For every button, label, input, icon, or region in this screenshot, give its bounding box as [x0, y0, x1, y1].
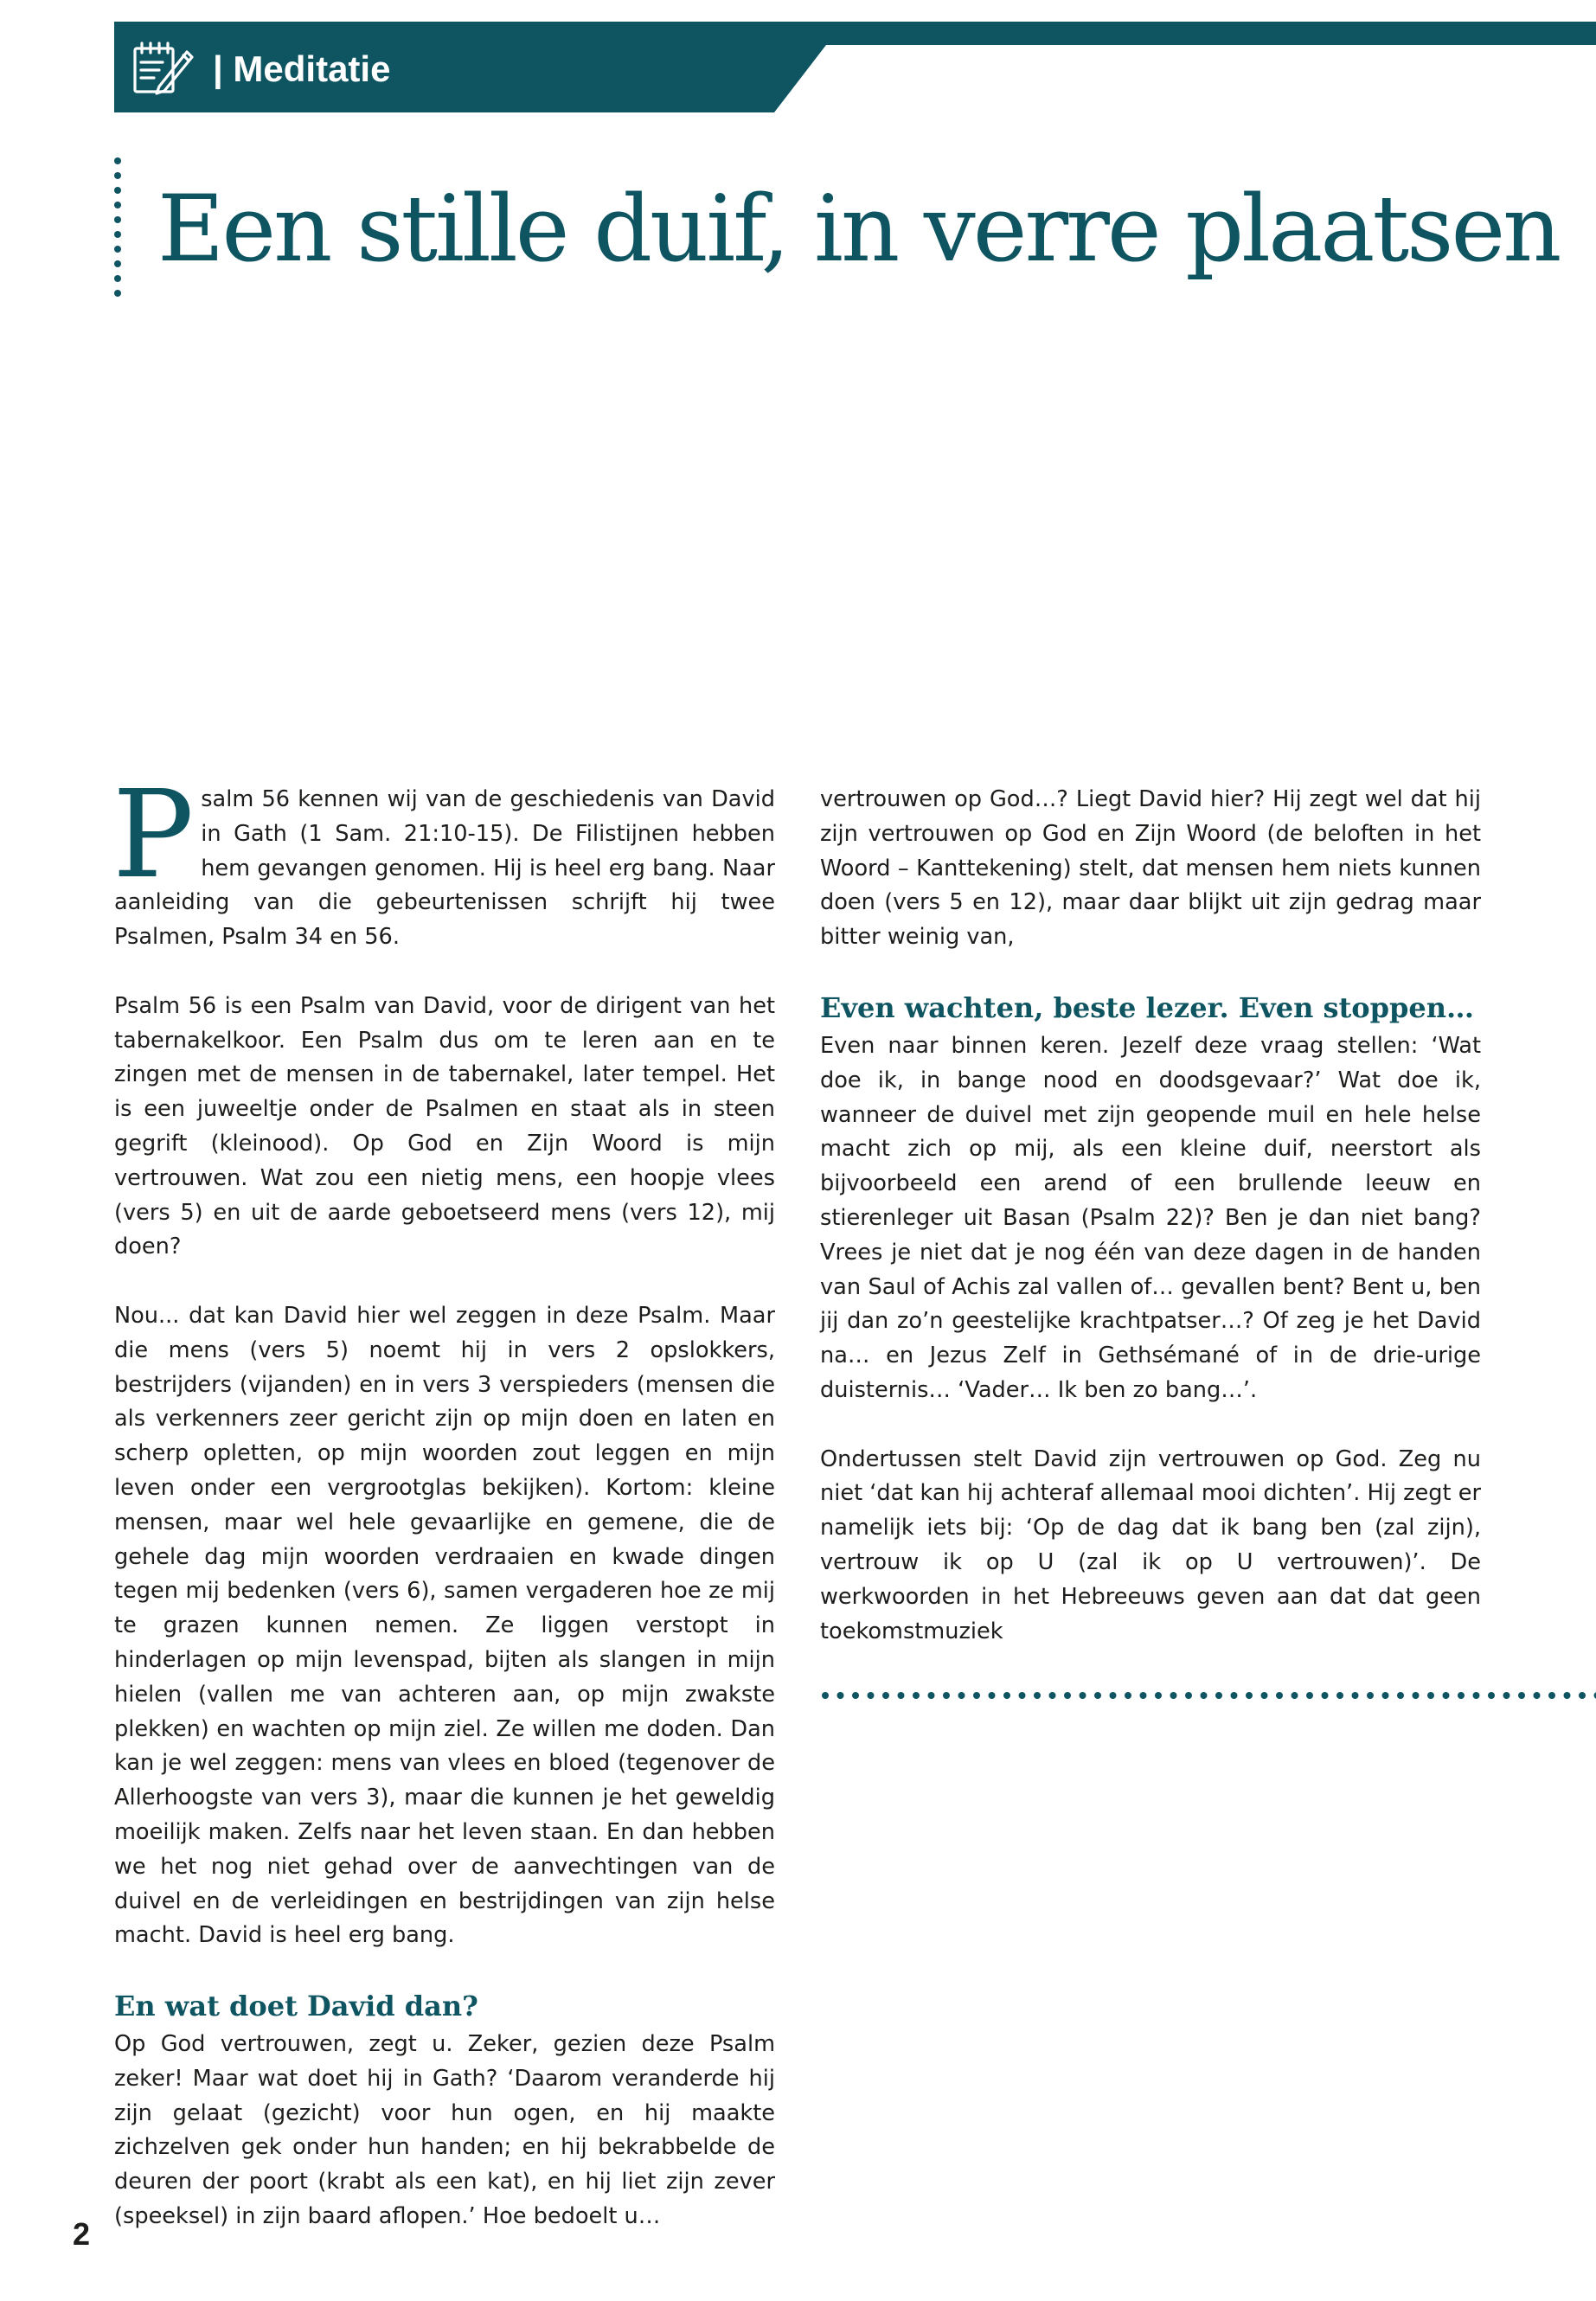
paragraph-continuation: vertrouwen op God…? Liegt David hier? Hij zegt wel dat hij zijn vertrouwen op God en Zijn Woord (de beloften in het Woord – Kanttekening) stelt, dat mensen hem niets kunnen doen (vers 5 en 12), maar daar blijkt uit zijn gedrag maar bitter weinig van, — [820, 786, 1481, 951]
left-column — [112, 765, 775, 2234]
right-column — [820, 783, 1481, 1649]
intro-text: salm 56 kennen wij van de geschiedenis van David in Gath (1 Sam. 21:10-15). De Filistijnen hebben hem gevangen genomen. Hij is heel erg bang. Naar aanleiding van die gebeurtenissen schrijft hij twee Psalmen, Psalm 34 en 56. — [114, 786, 775, 951]
paragraph-trust: Ondertussen stelt David zijn vertrouwen op God. Zeg nu niet ‘dat kan hij achteraf allemaal mooi dichten’. Hij zegt er namelijk iets bij: ‘Op de dag dat ik bang ben (zal zijn), vertrouw ik op U (zal ik op U vertrouwen)’. De werkwoorden in het Hebreeuws geven aan dat dat geen toekomstmuziek — [820, 1445, 1481, 1644]
paragraph-psalm-56: Psalm 56 is een Psalm van David, voor de dirigent van het tabernakelkoor. Een Psalm dus om te leren aan en te zingen met de mensen in de tabernakel, later tempel. Het is een juweeltje onder de Psalmen en staat als in steen gegrift (kleinood). Op God en Zijn Woord is mijn vertrouwen. Wat zou een nietig mens, een hoopje vlees (vers 5) en uit de aarde geboetseerd mens (vers 12), mij doen? — [114, 992, 775, 1260]
subheading-what-does-david-do: En wat doet David dan? — [114, 1990, 478, 2023]
paragraph-reflection: Even naar binnen keren. Jezelf deze vraag stellen: ‘Wat doe ik, in bange nood en doodsgevaar?’ Wat doe ik, wanneer de duivel met zijn geopende muil en hele helse macht zich op mij, als een kleine duif, neerstort als bijvoorbeeld een arend of een brullende leeuw en stierenleger uit Basan (Psalm 22)? Ben je dan niet bang? Vrees je niet dat je nog één van deze dagen in de handen van Saul of Achis zal vallen of… gevallen bent? Bent u, ben jij dan zo’n geestelijke krachtpatser…? Of zeg je het David na… en Jezus Zelf in Gethsémané of in de drie-urige duisternis… ‘Vader… Ik ben zo bang…’. — [820, 1032, 1481, 1403]
section-label: | Meditatie — [213, 48, 391, 89]
notepad-pen-icon — [130, 36, 195, 101]
dotted-divider — [820, 1689, 1596, 1701]
intro-paragraph — [112, 765, 775, 955]
paragraph-enemies: Nou... dat kan David hier wel zeggen in deze Psalm. Maar die mens (vers 5) noemt hij in vers 2 opslokkers, bestrijders (vijanden) en in vers 3 verspieders (mensen die als verkenners zeer gericht zijn op mijn doen en laten en scherp opletten, op mijn woorden zout leggen en mijn leven onder een vergrootglas bekijken). Kortom: kleine mensen, maar wel hele gevaarlijke en gemene, die de gehele dag mijn woorden verdraaien en kwade dingen tegen mij bedenken (vers 6), samen vergaderen hoe ze mij te grazen kunnen nemen. Ze liggen verstopt in hinderlagen op mijn levenspad, bijten als slangen in mijn hielen (vallen me van achteren aan, op mijn zwakste plekken) en wachten op mijn ziel. Ze willen me doden. Dan kan je wel zeggen: mens van vlees en bloed (tegenover de Allerhoogste van vers 3), maar die kunnen je het geweldig moeilijk maken. Zelfs naar het leven staan. En dan hebben we het nog niet gehad over de aanvechtingen van de duivel en de verleidingen en bestrijdingen van zijn helse macht. David is heel erg bang. — [114, 1302, 775, 1949]
title-dotted-rule — [112, 156, 123, 303]
subheading-wait-reader: Even wachten, beste lezer. Even stoppen… — [820, 990, 1475, 1024]
page-number: 2 — [73, 2216, 91, 2252]
article-title: Een stille duif, in verre plaatsen — [157, 176, 1560, 282]
drop-cap: P — [112, 765, 195, 906]
paragraph-gath: Op God vertrouwen, zegt u. Zeker, gezien deze Psalm zeker! Maar wat doet hij in Gath? ‘Daarom veranderde hij zijn gelaat (gezicht) voor hun ogen, en hij maakte zichzelven gek onder hun handen; en hij bekrabbelde de deuren der poort (krabt als een kat), en hij liet zijn zever (speeksel) in zijn baard aflopen.’ Hoe bedoelt u… — [114, 2031, 775, 2230]
